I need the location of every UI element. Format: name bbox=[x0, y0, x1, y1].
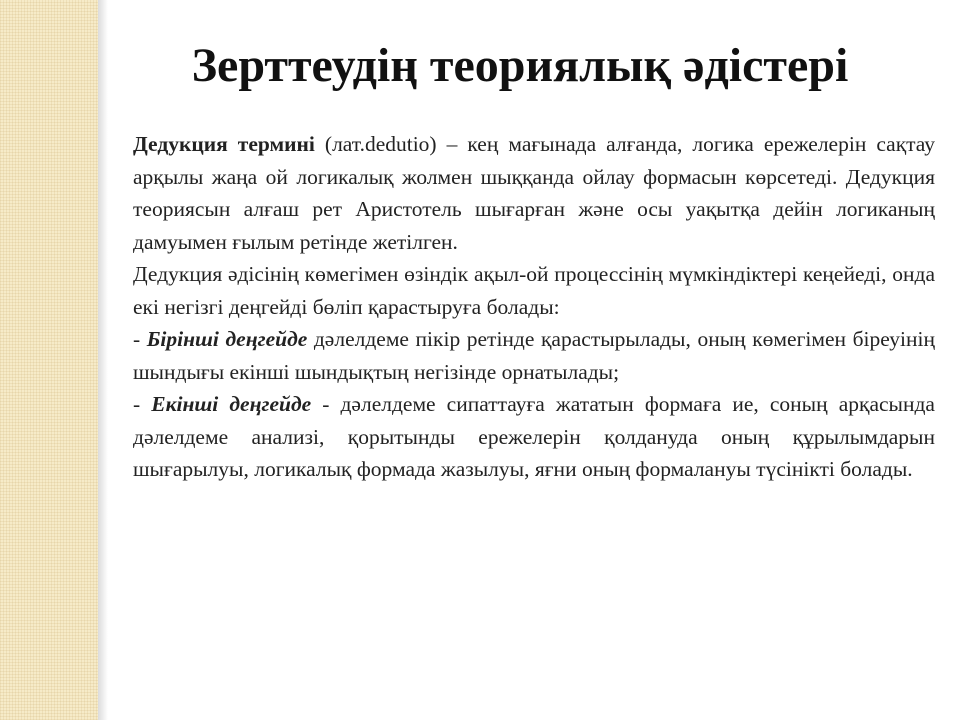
second-level-prefix: - bbox=[133, 392, 152, 416]
slide-title: Зерттеудің теориялық әдістері bbox=[191, 39, 849, 92]
term-lead: Дедукция термині bbox=[133, 132, 315, 156]
slide-body bbox=[133, 128, 935, 486]
first-level-prefix: - bbox=[133, 327, 147, 351]
paragraph-deduction-method bbox=[133, 258, 935, 323]
term-text: (лат.dedutio) – кең мағынада алғанда, логика ережелерін сақтау арқылы жаңа ой логикалық жолмен шыққанда ойлау формасын көрсетеді. Дедукция теориясын алғаш рет Аристотель шығарған және осы уақытқа дейін логиканың дамуымен ғылым ретінде жетілген. bbox=[133, 132, 935, 254]
paragraph-deduction-term bbox=[133, 128, 935, 258]
first-level-lead: Бірінші деңгейде bbox=[146, 327, 308, 351]
first-level-text: дәлелдеме пікір ретінде қарастырылады, оның көмегімен біреуінің шындығы екінші шындықтың негізінде орнатылады; bbox=[133, 327, 935, 384]
second-level-lead: Екінші деңгейде bbox=[151, 392, 312, 416]
paragraph-second-level bbox=[133, 388, 935, 486]
second-level-text: - дәлелдеме сипаттауға жататын формаға ие, соның арқасында дәлелдеме анализі, қорытынды ережелерін қолдануда оның құрылымдарын шығарылуы, логикалық формада жазылуы, яғни оның формалануы түсінікті болады. bbox=[133, 392, 935, 481]
side-band-shadow bbox=[98, 0, 108, 720]
paragraph-first-level bbox=[133, 323, 935, 388]
method-text: Дедукция әдісінің көмегімен өзіндік ақыл-ой процессінің мүмкіндіктері кеңейеді, онда екі негізгі деңгейді бөліп қарастыруға болады: bbox=[133, 262, 935, 319]
decorative-side-band bbox=[0, 0, 98, 720]
